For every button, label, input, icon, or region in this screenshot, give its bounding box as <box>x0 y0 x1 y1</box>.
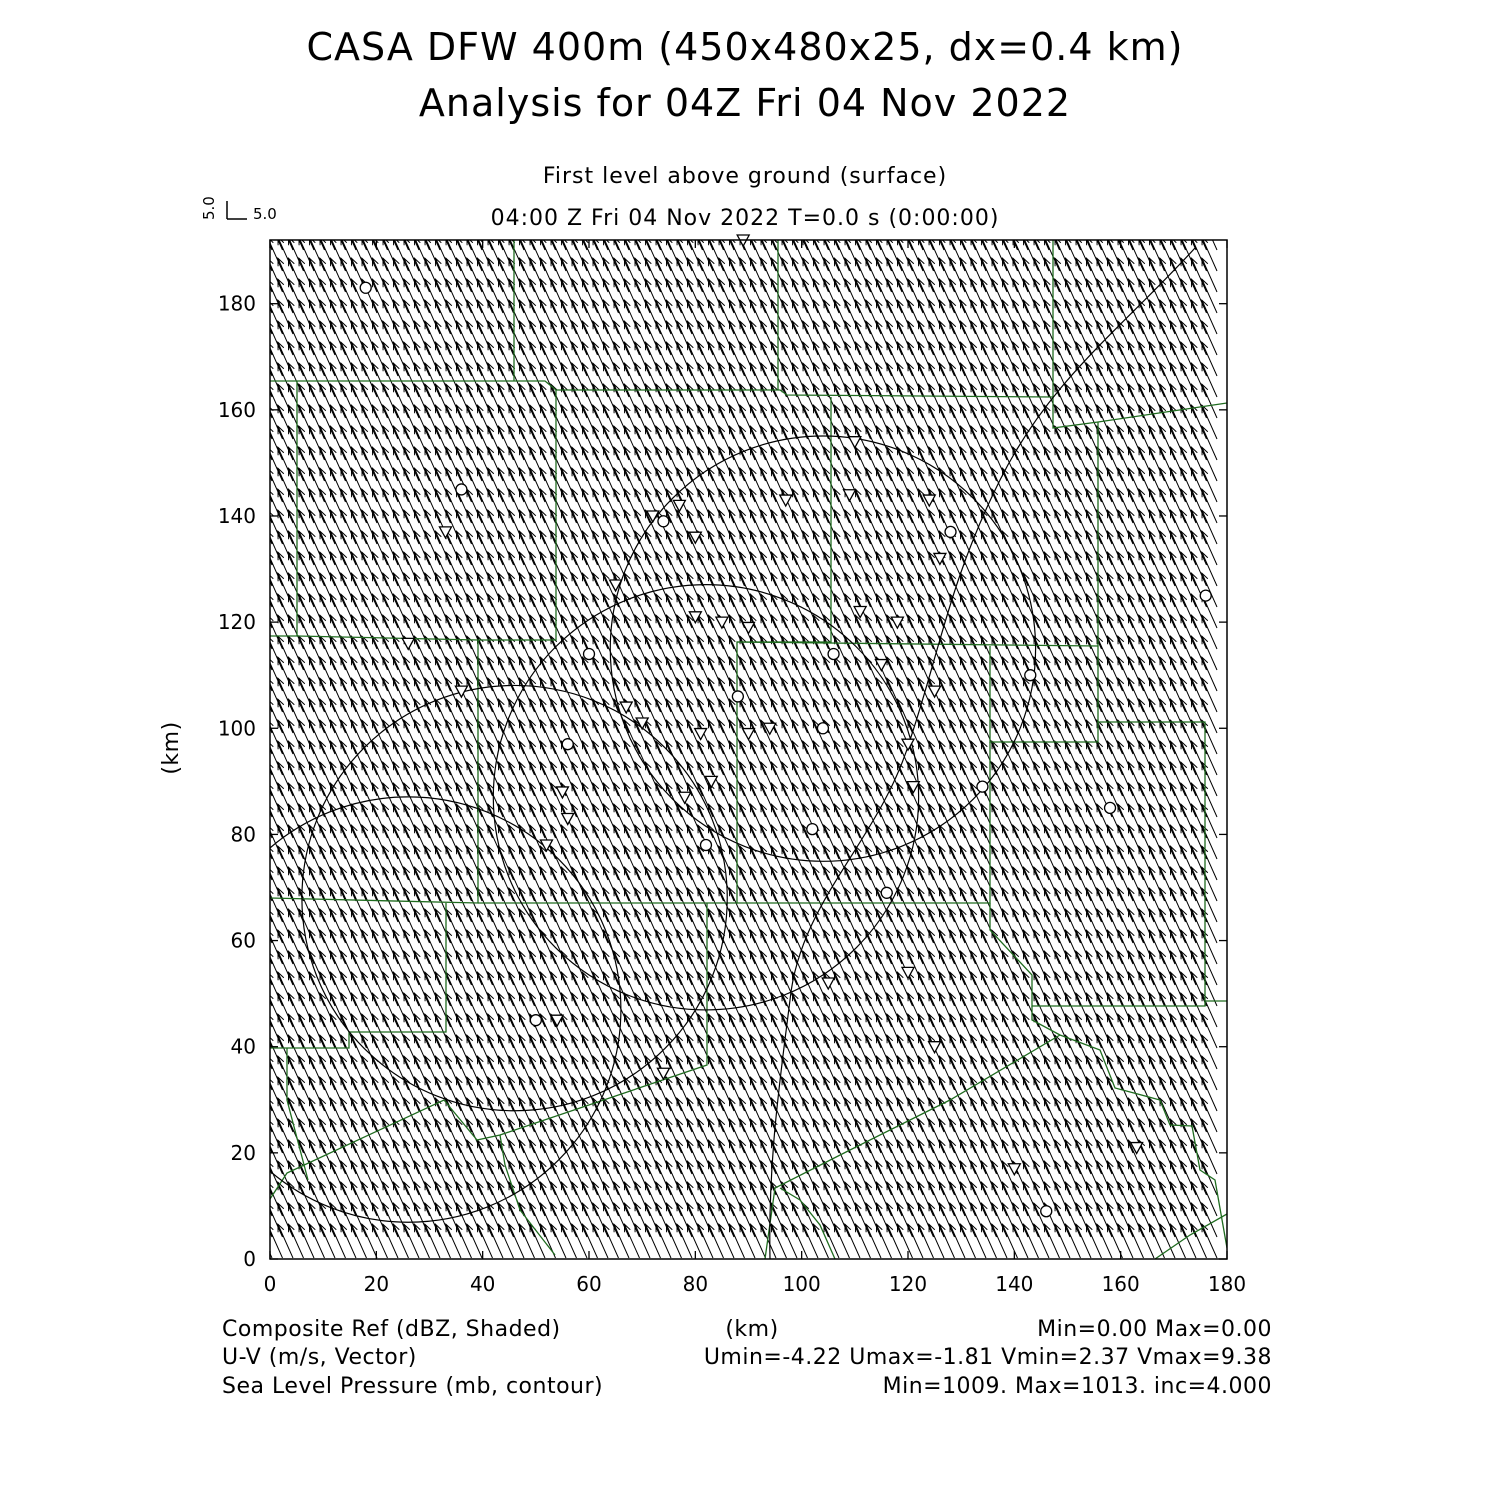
station-marker <box>695 729 707 740</box>
vector-key <box>200 196 277 223</box>
x-tick-label: 80 <box>682 1272 709 1296</box>
station-marker <box>849 437 861 448</box>
y-tick-label: 180 <box>217 291 256 316</box>
station-marker <box>822 978 834 989</box>
x-tick-label: 160 <box>1101 1272 1140 1296</box>
x-tick-label: 100 <box>782 1272 821 1296</box>
station-marker <box>929 1042 941 1053</box>
radar-site-marker <box>584 648 595 659</box>
station-marker <box>716 617 728 628</box>
y-tick-label: 100 <box>217 716 256 741</box>
radar-site-marker <box>828 648 839 659</box>
chart-title-line1: CASA DFW 400m (450x480x25, dx=0.4 km) <box>306 25 1184 69</box>
station-marker <box>556 787 568 798</box>
plot-area <box>196 216 1247 1296</box>
y-tick-label: 80 <box>230 822 256 847</box>
plot-frame <box>270 240 1227 1259</box>
footer-left-1: Composite Ref (dBZ, Shaded) <box>222 1317 561 1342</box>
county-boundary <box>500 1135 555 1255</box>
station-marker <box>679 792 691 803</box>
radar-site-marker <box>732 691 743 702</box>
y-tick-label: 120 <box>217 610 256 635</box>
radar-site-marker <box>881 887 892 898</box>
radar-site-marker <box>658 516 669 527</box>
footer-left-2: U-V (m/s, Vector) <box>222 1345 417 1370</box>
x-tick-label: 20 <box>363 1272 390 1296</box>
vector-key-y-label: 5.0 <box>200 196 218 220</box>
footer <box>222 1317 1272 1399</box>
y-tick-label: 20 <box>230 1140 256 1165</box>
station-marker <box>562 813 574 824</box>
radar-site-marker <box>807 824 818 835</box>
county-boundaries <box>270 240 1227 1259</box>
y-tick-label: 140 <box>217 503 256 528</box>
radar-site-marker <box>977 781 988 792</box>
y-tick-label: 40 <box>230 1034 256 1059</box>
station-marker <box>620 702 632 713</box>
x-axis-label: (km) <box>725 1317 779 1342</box>
chart-title-line2: Analysis for 04Z Fri 04 Nov 2022 <box>418 81 1072 125</box>
radar-site-marker <box>945 526 956 537</box>
level-subtitle: First level above ground (surface) <box>542 164 948 189</box>
footer-left-3: Sea Level Pressure (mb, contour) <box>222 1374 604 1399</box>
footer-right-3: Min=1009. Max=1013. inc=4.000 <box>882 1374 1272 1399</box>
radar-site-marker <box>1200 590 1211 601</box>
x-tick-label: 60 <box>576 1272 602 1296</box>
time-subtitle: 04:00 Z Fri 04 Nov 2022 T=0.0 s (0:00:00) <box>490 206 1000 231</box>
radar-site-marker <box>456 484 467 495</box>
station-marker <box>875 660 887 671</box>
station-marker <box>907 782 919 793</box>
radar-site-marker <box>562 739 573 750</box>
y-tick-label: 160 <box>217 397 256 422</box>
radar-site-marker <box>1025 670 1036 681</box>
x-tick-label: 0 <box>263 1272 277 1296</box>
vector-key-arrow <box>227 201 247 219</box>
radar-site-marker <box>360 282 371 293</box>
x-tick-label: 140 <box>995 1272 1034 1296</box>
y-tick-label: 60 <box>230 928 256 953</box>
station-marker <box>780 495 792 506</box>
radar-site-marker <box>1105 802 1116 813</box>
county-boundary <box>780 1188 835 1259</box>
station-marker <box>929 686 941 697</box>
station-marker <box>743 729 755 740</box>
y-tick-label: 0 <box>243 1247 256 1271</box>
x-tick-label: 120 <box>888 1272 928 1296</box>
x-tick-label: 180 <box>1207 1272 1247 1296</box>
county-boundary <box>1032 1006 1227 1248</box>
vector-key-x-label: 5.0 <box>253 205 277 223</box>
footer-right-1: Min=0.00 Max=0.00 <box>1037 1317 1272 1342</box>
y-axis-label: (km) <box>159 721 184 775</box>
radar-site-marker <box>817 723 828 734</box>
radar-site-marker <box>530 1015 541 1026</box>
radar-site-marker <box>1041 1206 1052 1217</box>
x-tick-label: 40 <box>469 1272 496 1296</box>
footer-right-2: Umin=-4.22 Umax=-1.81 Vmin=2.37 Vmax=9.38 <box>703 1345 1272 1370</box>
radar-site-marker <box>700 840 711 851</box>
station-marker <box>657 1068 669 1079</box>
